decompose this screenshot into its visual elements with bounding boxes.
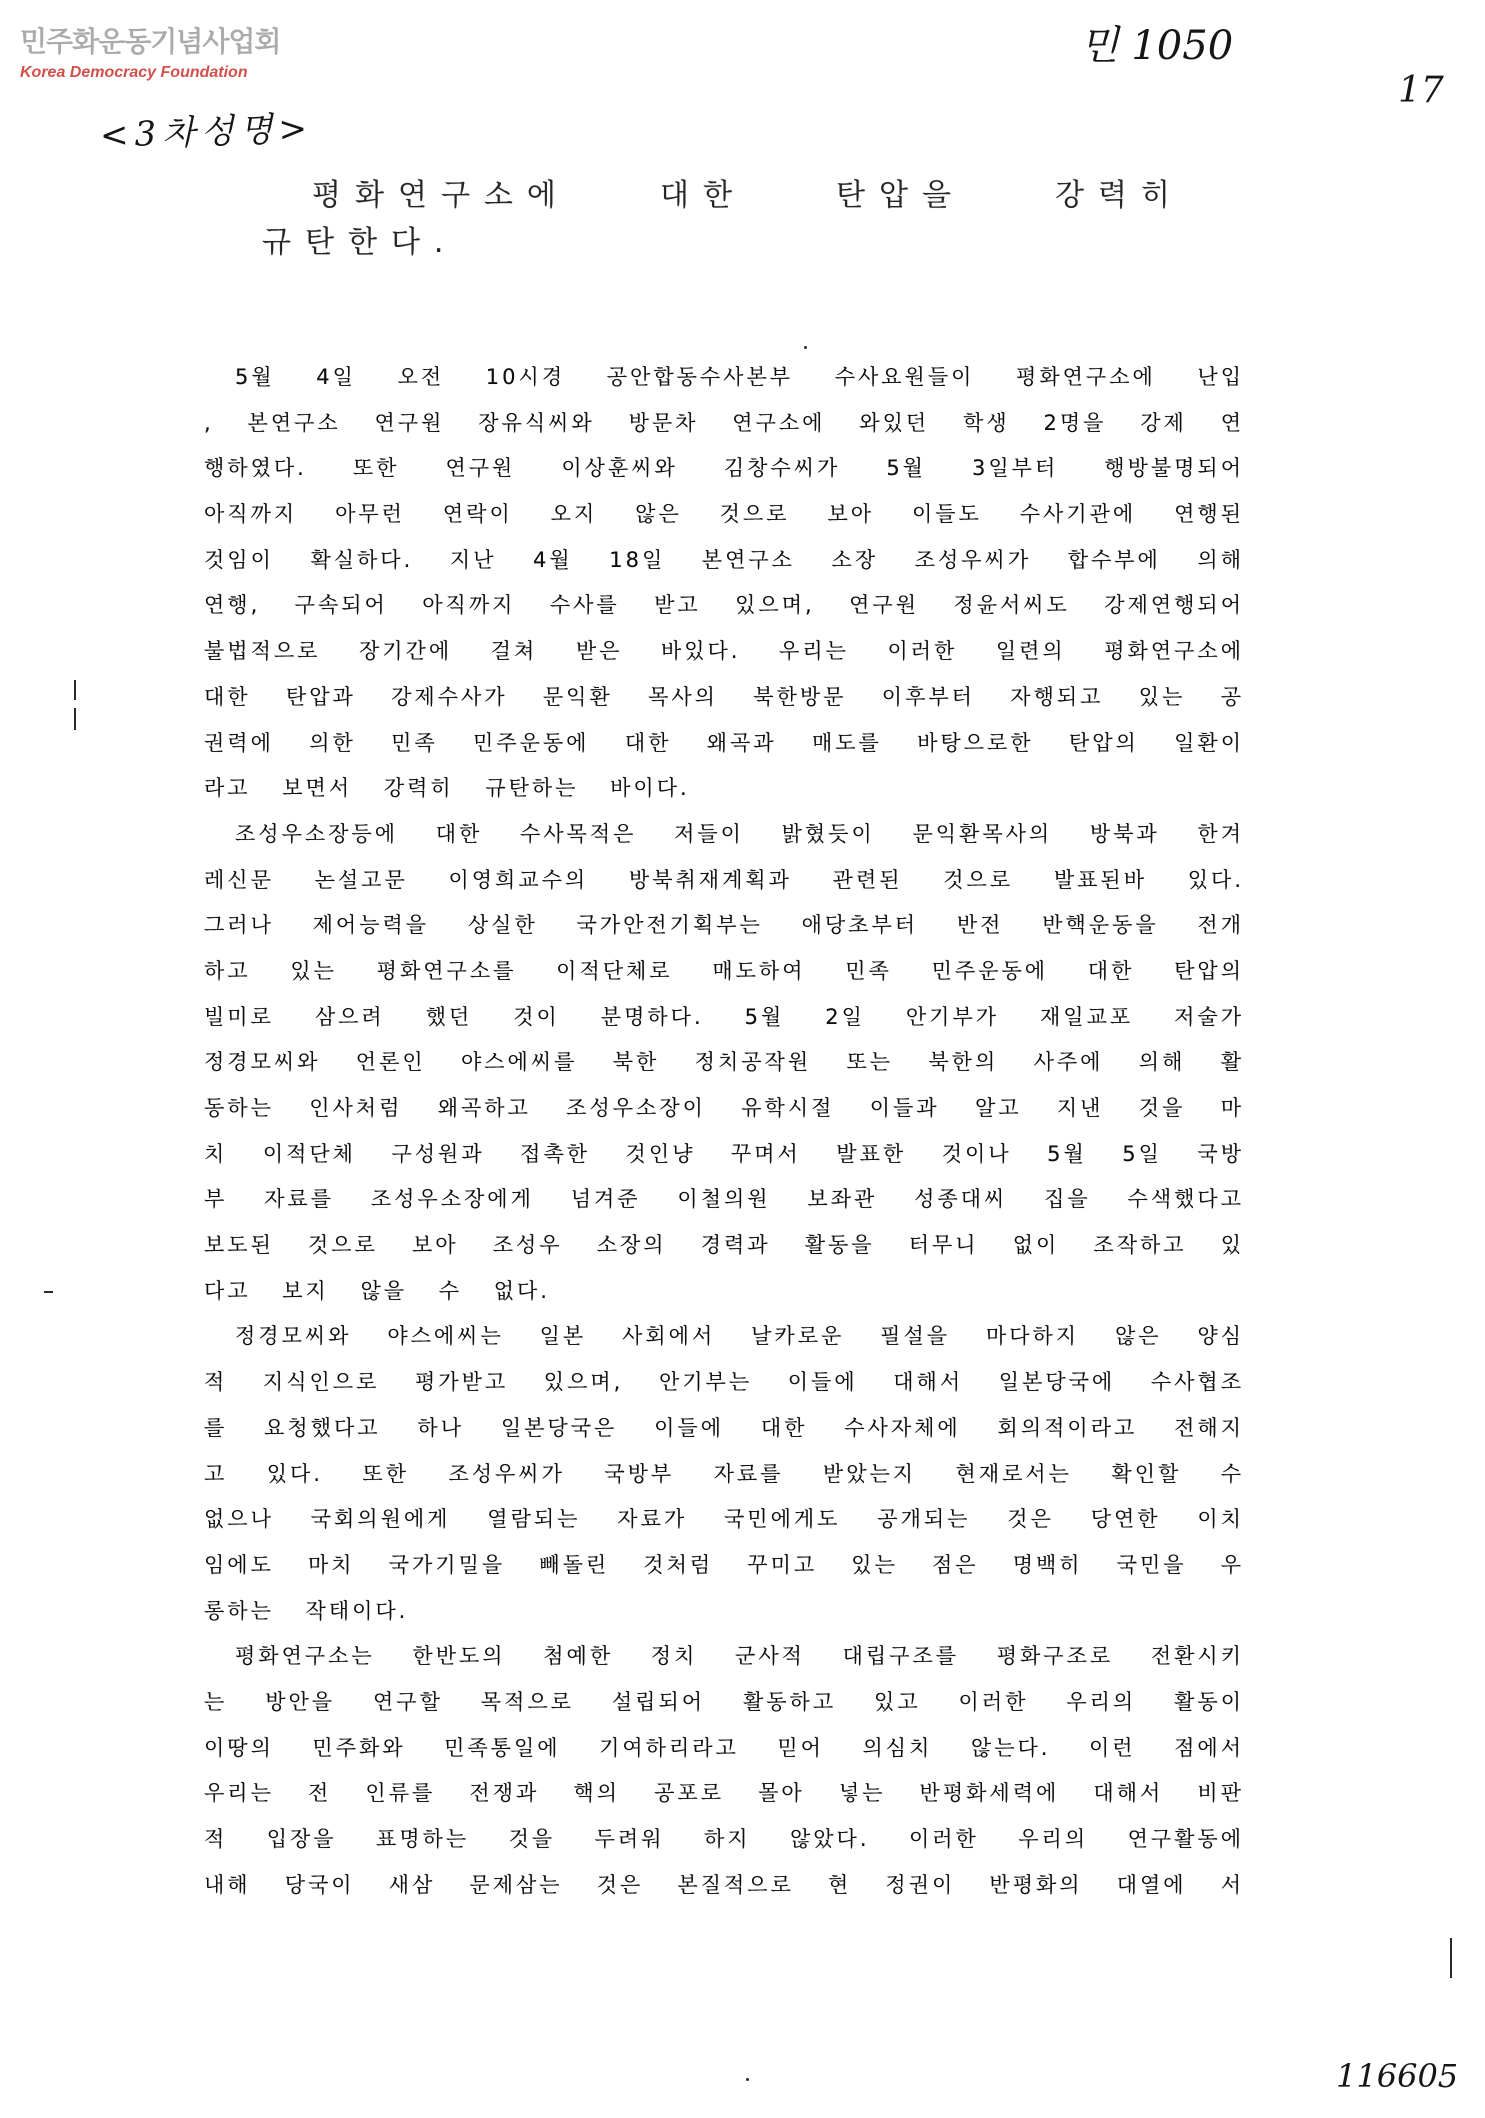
body-line: 보도된 것으로 보아 조성우 소장의 경력과 활동을 터무니 없이 조작하고 있 <box>204 1233 1244 1258</box>
body-line: 아직까지 아무런 연락이 오지 않은 것으로 보아 이들도 수사기관에 연행된 <box>204 502 1244 527</box>
body-line: 동하는 인사처럼 왜곡하고 조성우소장이 유학시절 이들과 알고 지낸 것을 마 <box>204 1096 1244 1120</box>
body-line: 것임이 확실하다. 지난 4월 18일 본연구소 소장 조성우씨가 합수부에 의해 <box>204 547 1244 572</box>
scan-mark <box>1450 1938 1452 1978</box>
body-line: 하고 있는 평화연구소를 이적단체로 매도하여 민족 민주운동에 대한 탄압의 <box>204 958 1244 983</box>
body-line: 부 자료를 조성우소장에게 넘겨준 이철의원 보좌관 성종대씨 집을 수색했다고 <box>204 1187 1244 1212</box>
body-line: 롱하는 작태이다. <box>204 1598 409 1623</box>
handwritten-archive-number: 116605 <box>1336 2057 1459 2095</box>
body-line: 행하였다. 또한 연구원 이상훈씨와 김창수씨가 5월 3일부터 행방불명되어 <box>204 456 1244 481</box>
body-line: 라고 보면서 강력히 규탄하는 바이다. <box>204 776 690 801</box>
scan-mark <box>74 708 76 730</box>
body-line: 우리는 전 인류를 전쟁과 핵의 공포로 몰아 넣는 반평화세력에 대해서 비판 <box>204 1781 1244 1806</box>
body-line: 대한 탄압과 강제수사가 문익환 목사의 북한방문 이후부터 자행되고 있는 공 <box>204 684 1244 709</box>
body-line: 고 있다. 또한 조성우씨가 국방부 자료를 받았는지 현재로서는 확인할 수 <box>204 1461 1244 1486</box>
document-body <box>204 355 1244 1908</box>
body-line: 권력에 의한 민족 민주운동에 대한 왜곡과 매도를 바탕으로한 탄압의 일환이 <box>204 730 1244 755</box>
body-line: 적 입장을 표명하는 것을 두려워 하지 않았다. 이러한 우리의 연구활동에 <box>204 1827 1244 1851</box>
body-line: 는 방안을 연구할 목적으로 설립되어 활동하고 있고 이러한 우리의 활동이 <box>204 1689 1244 1714</box>
handwritten-doc-number: 민 1050 <box>1080 23 1234 69</box>
scan-mark <box>74 680 76 700</box>
body-line: 내해 당국이 새삼 문제삼는 것은 본질적으로 현 정권이 반평화의 대열에 서 <box>204 1872 1244 1897</box>
body-line: 평화연구소는 한반도의 첨예한 정치 군사적 대립구조를 평화구조로 전환시키 <box>235 1644 1244 1669</box>
handwritten-page-number: 17 <box>1398 70 1444 111</box>
scan-mark <box>746 2078 749 2081</box>
body-line: 불법적으로 장기간에 걸쳐 받은 바있다. 우리는 이러한 일련의 평화연구소에 <box>204 639 1244 664</box>
body-line: 5월 4일 오전 10시경 공안합동수사본부 수사요원들이 평화연구소에 난입 <box>235 365 1244 389</box>
body-line: 다고 보지 않을 수 없다. <box>204 1278 550 1303</box>
body-line: 치 이적단체 구성원과 접촉한 것인냥 꾸며서 발표한 것이나 5월 5일 국방 <box>204 1141 1244 1166</box>
body-line: 빌미로 삼으려 했던 것이 분명하다. 5월 2일 안기부가 재일교포 저술가 <box>204 1004 1244 1029</box>
body-line: 조성우소장등에 대한 수사목적은 저들이 밝혔듯이 문익환목사의 방북과 한겨 <box>235 821 1244 846</box>
body-line: 이땅의 민주화와 민족통일에 기여하리라고 믿어 의심치 않는다. 이런 점에서 <box>204 1735 1244 1760</box>
body-paragraph <box>204 812 1244 1315</box>
watermark-korean: 민주화운동기념사업회 <box>20 25 281 58</box>
body-line: 없으나 국회의원에게 열람되는 자료가 국민에게도 공개되는 것은 당연한 이치 <box>204 1507 1244 1532</box>
document-title-line-2: 규탄한다. <box>262 225 458 260</box>
document-title-line-1: 평화연구소에 대한 탄압을 강력히 <box>312 178 1184 213</box>
scan-mark <box>804 346 807 349</box>
body-paragraph <box>204 1634 1244 1908</box>
watermark-english: Korea Democracy Foundation <box>20 64 248 81</box>
body-line: 레신문 논설고문 이영희교수의 방북취재계획과 관련된 것으로 발표된바 있다. <box>204 867 1244 892</box>
body-line: 정경모씨와 언론인 야스에씨를 북한 정치공작원 또는 북한의 사주에 의해 활 <box>204 1050 1244 1075</box>
body-line: 임에도 마치 국가기밀을 빼돌린 것처럼 꾸미고 있는 점은 명백히 국민을 우 <box>204 1552 1244 1577</box>
body-line: 정경모씨와 야스에씨는 일본 사회에서 날카로운 필설을 마다하지 않은 양심 <box>235 1324 1244 1349</box>
body-line: 적 지식인으로 평가받고 있으며, 안기부는 이들에 대해서 일본당국에 수사협조 <box>204 1370 1244 1395</box>
body-paragraph <box>204 1314 1244 1634</box>
body-line: 를 요청했다고 하나 일본당국은 이들에 대한 수사자체에 회의적이라고 전해지 <box>204 1415 1244 1440</box>
body-paragraph <box>204 355 1244 812</box>
body-line: , 본연구소 연구원 장유식씨와 방문차 연구소에 와있던 학생 2명을 강제 연 <box>204 410 1244 435</box>
scan-mark <box>44 1291 53 1293</box>
body-line: 연행, 구속되어 아직까지 수사를 받고 있으며, 연구원 정윤서씨도 강제연행되어 <box>204 593 1244 618</box>
body-line: 그러나 제어능력을 상실한 국가안전기획부는 애당초부터 반전 반핵운동을 전개 <box>204 913 1244 938</box>
handwritten-statement-label: <3차성명> <box>99 108 314 156</box>
